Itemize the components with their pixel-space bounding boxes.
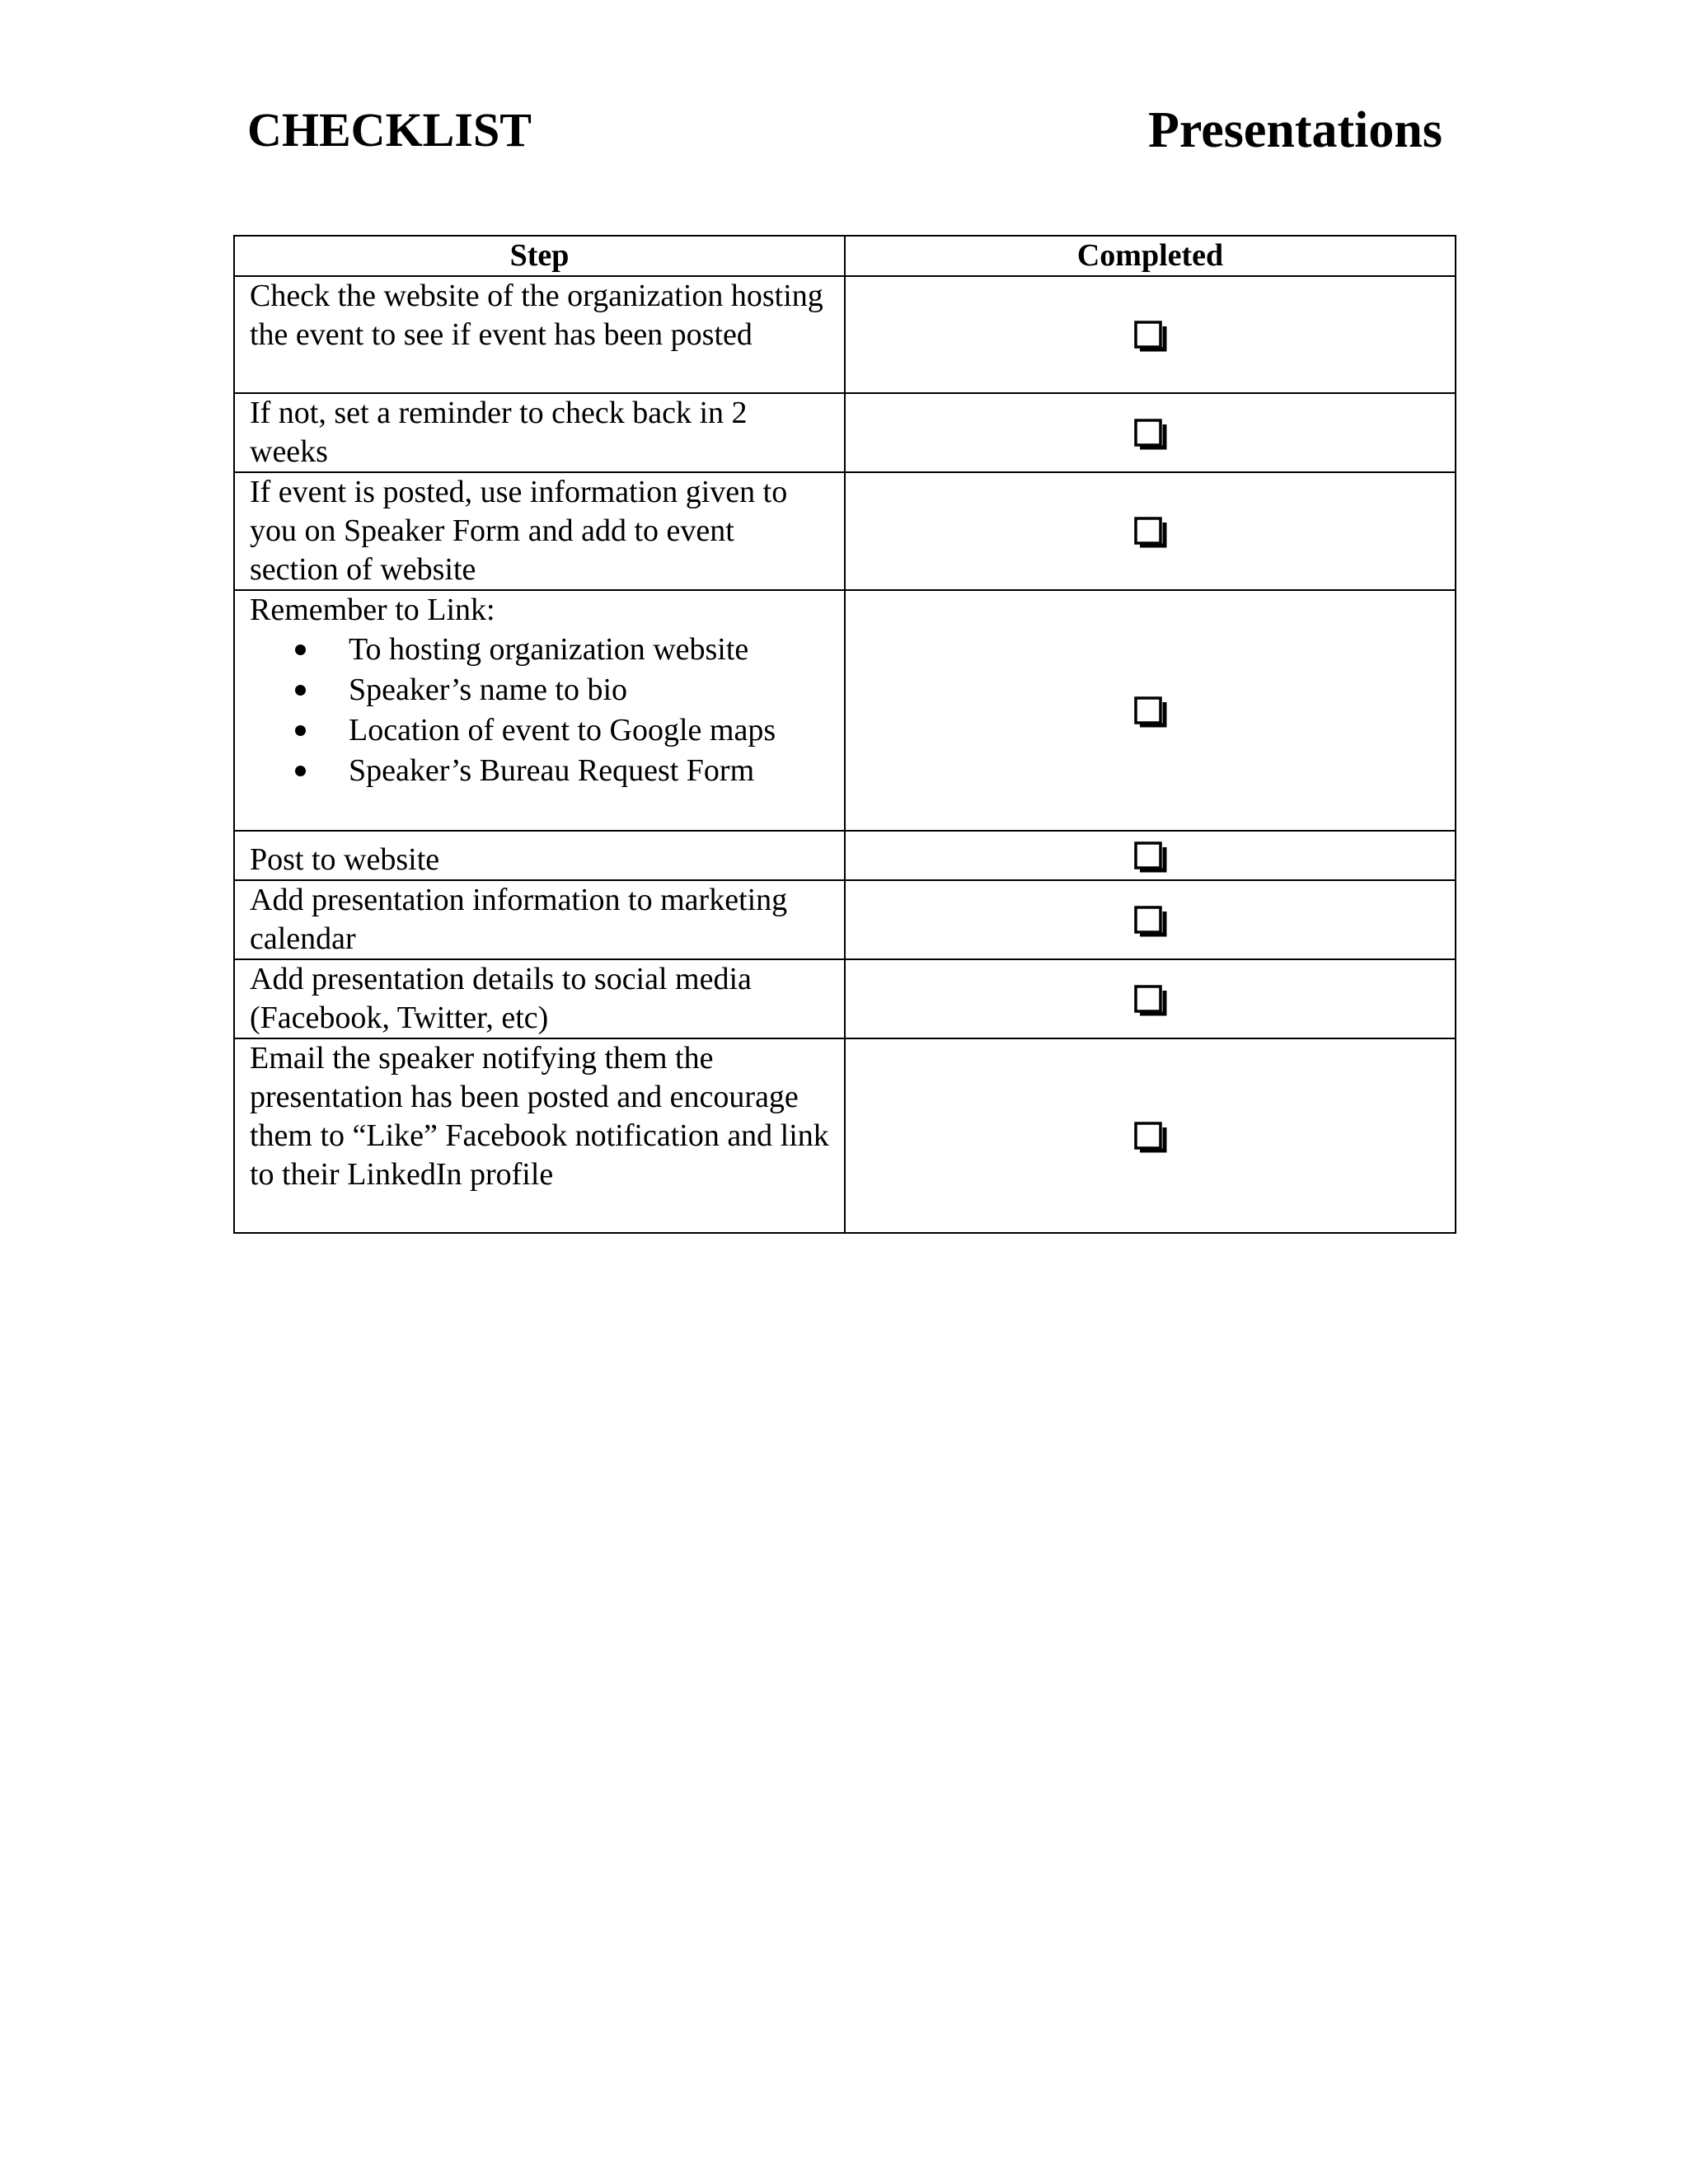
completed-cell xyxy=(845,959,1456,1038)
list-item-text: Speaker’s Bureau Request Form xyxy=(349,753,755,788)
link-reminder-list xyxy=(250,630,829,791)
checkbox-icon[interactable] xyxy=(1134,841,1167,874)
step-text: Check the website of the organization hosting the event to see if event has been posted xyxy=(250,279,823,352)
bullet-icon xyxy=(295,685,306,696)
table-row xyxy=(234,276,1456,393)
step-text: Add presentation information to marketing calendar xyxy=(250,883,788,956)
document-subject: Presentations xyxy=(1147,102,1442,158)
list-item xyxy=(295,670,829,710)
list-item xyxy=(295,751,829,791)
completed-cell xyxy=(845,1038,1456,1233)
checkbox-icon[interactable] xyxy=(1134,906,1167,939)
step-text: Remember to Link: xyxy=(250,593,495,627)
completed-cell xyxy=(845,472,1456,590)
completed-cell xyxy=(845,831,1456,880)
step-cell xyxy=(234,831,845,880)
step-cell xyxy=(234,959,845,1038)
page-header xyxy=(247,97,1442,163)
table-header-row xyxy=(234,236,1456,276)
checkbox-icon[interactable] xyxy=(1134,419,1167,452)
list-item-text: Speaker’s name to bio xyxy=(349,673,628,707)
document-title: CHECKLIST xyxy=(247,103,532,157)
completed-cell xyxy=(845,276,1456,393)
step-cell xyxy=(234,393,845,472)
table-row xyxy=(234,831,1456,880)
bullet-icon xyxy=(295,644,306,655)
list-item xyxy=(295,630,829,670)
completed-cell xyxy=(845,393,1456,472)
list-item-text: Location of event to Google maps xyxy=(349,713,776,748)
step-cell xyxy=(234,880,845,959)
step-cell xyxy=(234,276,845,393)
checklist-table xyxy=(233,235,1456,1234)
table-row xyxy=(234,472,1456,590)
column-header-completed: Completed xyxy=(845,236,1456,276)
table-row xyxy=(234,1038,1456,1233)
table-row xyxy=(234,880,1456,959)
checkbox-icon[interactable] xyxy=(1134,1122,1167,1155)
table-row xyxy=(234,959,1456,1038)
step-cell xyxy=(234,1038,845,1233)
step-cell xyxy=(234,590,845,831)
step-cell xyxy=(234,472,845,590)
step-text: Email the speaker notifying them the presentation has been posted and encourage them to “Like” Facebook notification and link to their LinkedIn profile xyxy=(250,1041,829,1192)
table-row xyxy=(234,393,1456,472)
table-row xyxy=(234,590,1456,831)
step-text: If event is posted, use information given to you on Speaker Form and add to event section of website xyxy=(250,475,788,587)
step-text: Add presentation details to social media (Facebook, Twitter, etc) xyxy=(250,962,752,1035)
step-text: Post to website xyxy=(250,842,440,877)
bullet-icon xyxy=(295,725,306,736)
column-header-step: Step xyxy=(234,236,845,276)
bullet-icon xyxy=(295,766,306,776)
completed-cell xyxy=(845,880,1456,959)
list-item-text: To hosting organization website xyxy=(349,632,749,667)
checkbox-icon[interactable] xyxy=(1134,985,1167,1018)
completed-cell xyxy=(845,590,1456,831)
checkbox-icon[interactable] xyxy=(1134,696,1167,729)
list-item xyxy=(295,710,829,751)
checkbox-icon[interactable] xyxy=(1134,517,1167,550)
checkbox-icon[interactable] xyxy=(1134,321,1167,354)
step-text: If not, set a reminder to check back in 2 weeks xyxy=(250,396,748,469)
